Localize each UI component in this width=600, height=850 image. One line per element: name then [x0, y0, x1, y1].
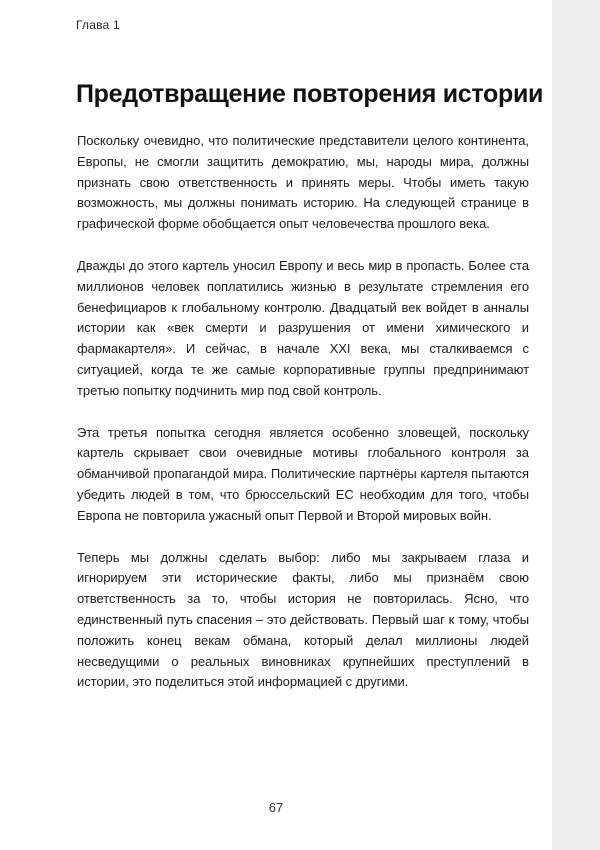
paragraph-4: Теперь мы должны сделать выбор: либо мы закрываем глаза и игнорируем эти исторические факты, либо мы признаём свою ответственность за то, чтобы история не повторилась. Ясно, что единственный путь спасения – это действовать. Первый шаг к тому, чтобы положить конец векам обмана, который делал миллионы людей несведущими о реальных виновниках крупнейших преступлений в истории, это поделиться этой информацией с другими. — [77, 549, 529, 690]
chapter-header: Глава 1 — [76, 18, 120, 32]
page-number: 67 — [268, 800, 284, 815]
viewer-side-margin — [552, 0, 600, 850]
body-text — [77, 131, 529, 714]
paragraph-3: Эта третья попытка сегодня является особенно зловещей, поскольку картель скрывает свои очевидные мотивы глобального контроля за обманчивой пропагандой мира. Политические партнёры картеля пытаются убедить людей в том, что брюссельский ЕС необходим для того, чтобы Европа не повторила ужасный опыт Первой и Второй мировых войн. — [77, 424, 529, 523]
paragraph-1: Поскольку очевидно, что политические представители целого континента, Европы, не смогли защитить демократию, мы, народы мира, должны признать свою ответственность и принять меры. Чтобы иметь такую возможность, мы должны понимать историю. На следующей странице в графической форме обобщается опыт человечества прошлого века. — [77, 133, 529, 232]
page-title: Предотвращение повторения истории — [76, 80, 544, 108]
paragraph-2: Дважды до этого картель уносил Европу и весь мир в пропасть. Более ста миллионов человек поплатились жизнью в результате стремления его бенефициаров к глобальному контролю. Двадцатый век войдет в анналы истории как «век смерти и разрушения от имени химического и фармакартеля». И сейчас, в начале XXI века, мы сталкиваемся с ситуацией, когда те же самые корпоративные группы предпринимают третью попытку подчинить мир под свой контроль. — [77, 257, 529, 398]
